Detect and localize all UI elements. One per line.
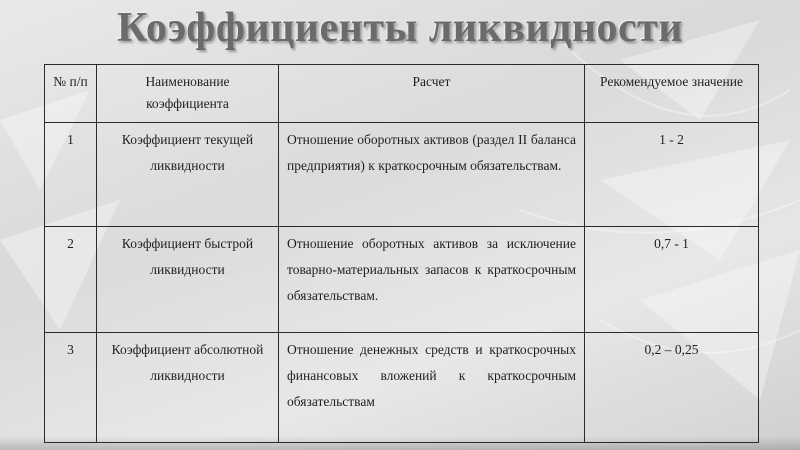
table-row — [45, 333, 759, 443]
row-num: 3 — [45, 333, 97, 443]
row-value: 0,7 - 1 — [585, 227, 759, 333]
row-calc: Отношение оборотных активов (раздел II баланса предприятия) к краткосрочным обязательствам. — [279, 123, 585, 227]
slide-title: Коэффициенты ликвидности — [116, 5, 684, 51]
row-num: 1 — [45, 123, 97, 227]
row-name: Коэффициент абсолютной ликвидности — [97, 333, 279, 443]
header-value: Рекомендуемое значение — [585, 65, 759, 123]
row-calc: Отношение оборотных активов за исключение товарно-материальных запасов к краткосрочным обязательствам. — [279, 227, 585, 333]
table-header-row — [45, 65, 759, 123]
header-num: № п/п — [45, 65, 97, 123]
row-value: 1 - 2 — [585, 123, 759, 227]
row-value: 0,2 – 0,25 — [585, 333, 759, 443]
table-row — [45, 123, 759, 227]
row-calc: Отношение денежных средств и краткосрочных финансовых вложений к краткосрочным обязательствам — [279, 333, 585, 443]
row-num: 2 — [45, 227, 97, 333]
liquidity-ratios-table — [44, 64, 759, 443]
row-name: Коэффициент быстрой ликвидности — [97, 227, 279, 333]
header-name: Наименование коэффициента — [97, 65, 279, 123]
header-calc: Расчет — [279, 65, 585, 123]
row-name: Коэффициент текущей ликвидности — [97, 123, 279, 227]
liquidity-table-container — [44, 64, 758, 442]
table-row — [45, 227, 759, 333]
